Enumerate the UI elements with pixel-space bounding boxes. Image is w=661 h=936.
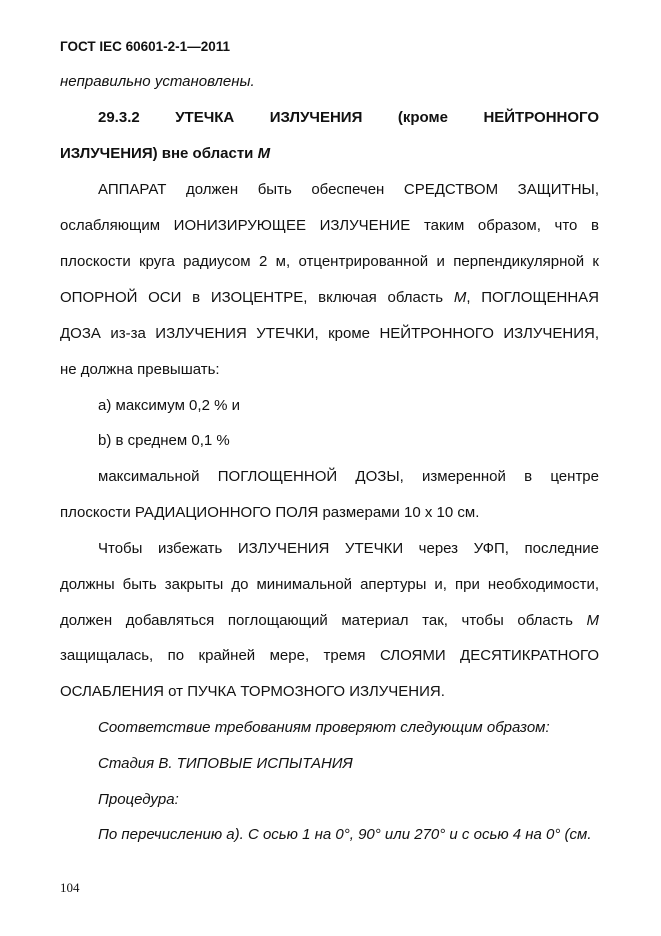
heading-word: НЕЙТРОННОГО xyxy=(483,109,599,126)
test-stage: Стадия В. ТИПОВЫЕ ИСПЫТАНИЯ xyxy=(98,755,353,772)
area-symbol: М xyxy=(586,612,600,629)
list-item: а) максимум 0,2 % и xyxy=(98,397,240,414)
text-line: ослабляющим ИОНИЗИРУЮЩЕЕ ИЗЛУЧЕНИЕ таким образом, что в xyxy=(60,217,599,234)
heading-word: ИЗЛУЧЕНИЯ xyxy=(269,109,363,126)
text-line xyxy=(60,289,599,307)
text-line: должны быть закрыты до минимальной апертуры и, при необходимости, xyxy=(60,576,599,593)
text-line: не должна превышать: xyxy=(60,361,220,378)
text-line: плоскости круга радиусом 2 м, отцентрированной и перпендикулярной к xyxy=(60,253,599,270)
text-line: ДОЗА из-за ИЗЛУЧЕНИЯ УТЕЧКИ, кроме НЕЙТРОННОГО ИЗЛУЧЕНИЯ, xyxy=(60,325,599,342)
text-line: Чтобы избежать ИЗЛУЧЕНИЯ УТЕЧКИ через УФП, последние xyxy=(98,540,599,557)
text-fragment: должен добавляться поглощающий материал так, чтобы область xyxy=(60,612,573,629)
text-line: неправильно установлены. xyxy=(60,73,255,90)
text-fragment: , ПОГЛОЩЕННАЯ xyxy=(466,289,600,306)
text-fragment: ОПОРНОЙ ОСИ в ИЗОЦЕНТРЕ, включая область xyxy=(60,289,444,306)
heading-text: ИЗЛУЧЕНИЯ) вне области xyxy=(60,145,254,162)
text-line: ОСЛАБЛЕНИЯ от ПУЧКА ТОРМОЗНОГО ИЗЛУЧЕНИЯ. xyxy=(60,683,445,700)
area-symbol: М xyxy=(453,289,467,306)
text-line xyxy=(60,612,599,630)
text-line: АППАРАТ должен быть обеспечен СРЕДСТВОМ ЗАЩИТНЫ, xyxy=(98,181,599,198)
text-line: плоскости РАДИАЦИОННОГО ПОЛЯ размерами 10 х 10 см. xyxy=(60,504,480,521)
document-code-header: ГОСТ IEC 60601-2-1—2011 xyxy=(60,39,230,54)
compliance-note: Соответствие требованиям проверяют следующим образом: xyxy=(98,719,550,736)
list-item: b) в среднем 0,1 % xyxy=(98,432,230,449)
heading-word: (кроме xyxy=(397,109,448,126)
section-number: 29.3.2 xyxy=(98,109,140,126)
procedure-text: По перечислению а). С осью 1 на 0°, 90° или 270° и с осью 4 на 0° (см. xyxy=(98,826,592,843)
text-line: защищалась, по крайней мере, тремя СЛОЯМИ ДЕСЯТИКРАТНОГО xyxy=(60,647,599,664)
section-heading xyxy=(98,109,599,127)
page-number: 104 xyxy=(60,880,80,895)
area-symbol: М xyxy=(257,145,271,162)
procedure-label: Процедура: xyxy=(98,791,179,808)
section-heading-continuation xyxy=(60,145,599,163)
heading-word: УТЕЧКА xyxy=(175,109,235,126)
text-line: максимальной ПОГЛОЩЕННОЙ ДОЗЫ, измеренной в центре xyxy=(98,468,599,485)
